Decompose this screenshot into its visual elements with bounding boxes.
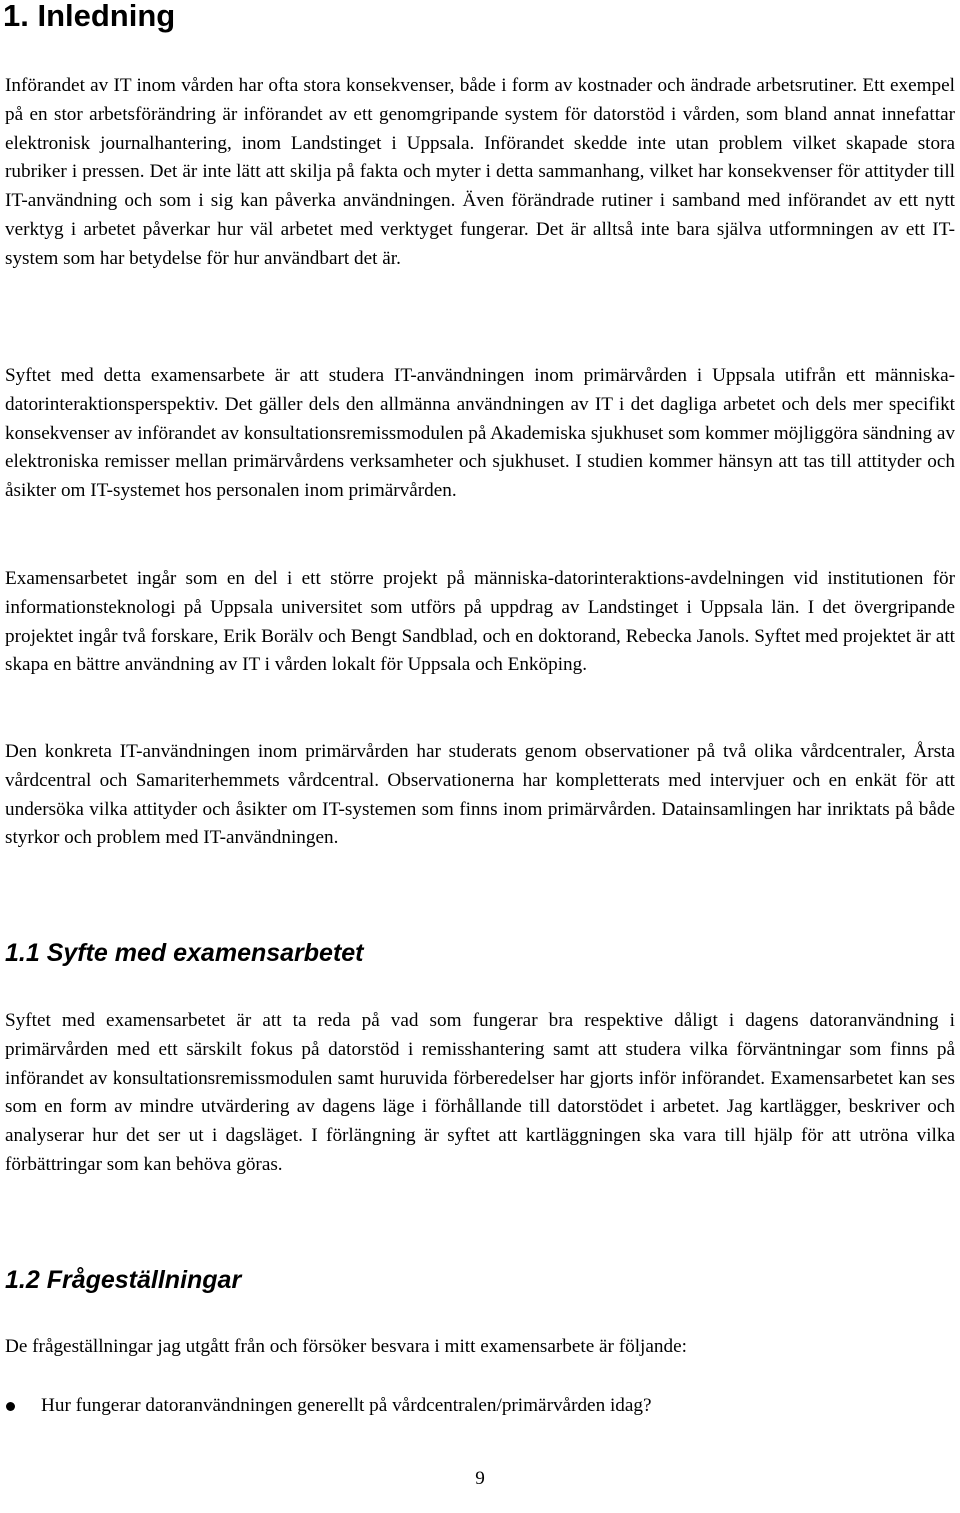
intro-paragraph-4: Den konkreta IT-användningen inom primärvården har studerats genom observationer på två olika vårdcentraler, Årsta vårdcentral och Samariterhemmets vårdcentral. Observationerna har kompletterats med intervjuer och en enkät för att undersöka vilka attityder och åsikter om IT-systemen som finns inom primärvården. Datainsamlingen har inriktats på både styrkor och problem med IT-användningen. [5,741,955,849]
page-number: 9 [475,1468,485,1489]
purpose-paragraph: Syftet med examensarbetet är att ta reda på vad som fungerar bra respektive dåligt i dagens datoranvändning i primärvården med ett särskilt fokus på datorstöd i remisshantering samt att studera vilka förväntningar som finns på införandet av konsultationsremissmodulen samt huruvida förberedelser har gjorts inför införandet. Examensarbetet kan ses som en form av mindre utvärdering av dagens läge i förhållande till datorstödet i arbetet. Jag kartlägger, beskriver och analyserar hur det ser ut i dagsläget. I förlängning är syftet att kartläggningen ska vara till hjälp för att utröna vilka förbättringar som kan behöva göras. [5,1010,955,1175]
intro-paragraph-3: Examensarbetet ingår som en del i ett större projekt på människa-datorinteraktions-avdelningen vid institutionen för informationsteknologi på Uppsala universitet som utförs på uppdrag av Landstinget i Uppsala län. I det övergripande projektet ingår två forskare, Erik Borälv och Bengt Sandblad, och en doktorand, Rebecka Janols. Syftet med projektet är att skapa en bättre användning av IT i vården lokalt för Uppsala och Enköping. [5,568,955,676]
subsection-heading-purpose: 1.1 Syfte med examensarbetet [5,939,364,967]
section-heading: 1. Inledning [3,0,176,33]
intro-paragraph-1: Införandet av IT inom vården har ofta stora konsekvenser, både i form av kostnader och ändrade arbetsrutiner. Ett exempel på en stor arbetsförändring är införandet av ett genomgripande system för datorstöd i vården, som bland annat innefattar elektronisk journalhantering, inom Landstinget i Uppsala. Införandet skedde inte utan problem vilket skapade stora rubriker i pressen. Det är inte lätt att skilja på fakta och myter i detta sammanhang, vilket har konsekvenser för attityder till IT-användning och som i sig kan påverka användningen. Även förändrade rutiner i samband med införandet av ett nytt verktyg i arbetet påverkar hur väl arbetet med verktyget fungerar. Det är alltså inte bara själva utformningen av ett IT-system som har betydelse för hur användbart det är. [5,75,955,269]
list-item-text: Hur fungerar datoranvändningen generellt på vårdcentralen/primärvården idag? [41,1395,652,1416]
questions-intro: De frågeställningar jag utgått från och försöker besvara i mitt examensarbete är följande: [5,1336,687,1357]
subsection-heading-questions: 1.2 Frågeställningar [5,1266,242,1294]
intro-paragraph-2: Syftet med detta examensarbete är att studera IT-användningen inom primärvården i Uppsala utifrån ett människa-datorinteraktionsperspektiv. Det gäller dels den allmänna användningen av IT i det dagliga arbetet och dels mer specifikt konsekvenser av införandet av konsultationsremissmodulen på Akademiska sjukhuset som kommer möjliggöra sändning av elektroniska remisser mellan primärvårdens verksamheter och sjukhuset. I studien kommer hänsyn att tas till attityder och åsikter om IT-systemet hos personalen inom primärvården. [5,365,955,502]
bullet-icon [6,1402,15,1411]
questions-list [0,1392,955,1421]
list-item [0,1392,955,1421]
